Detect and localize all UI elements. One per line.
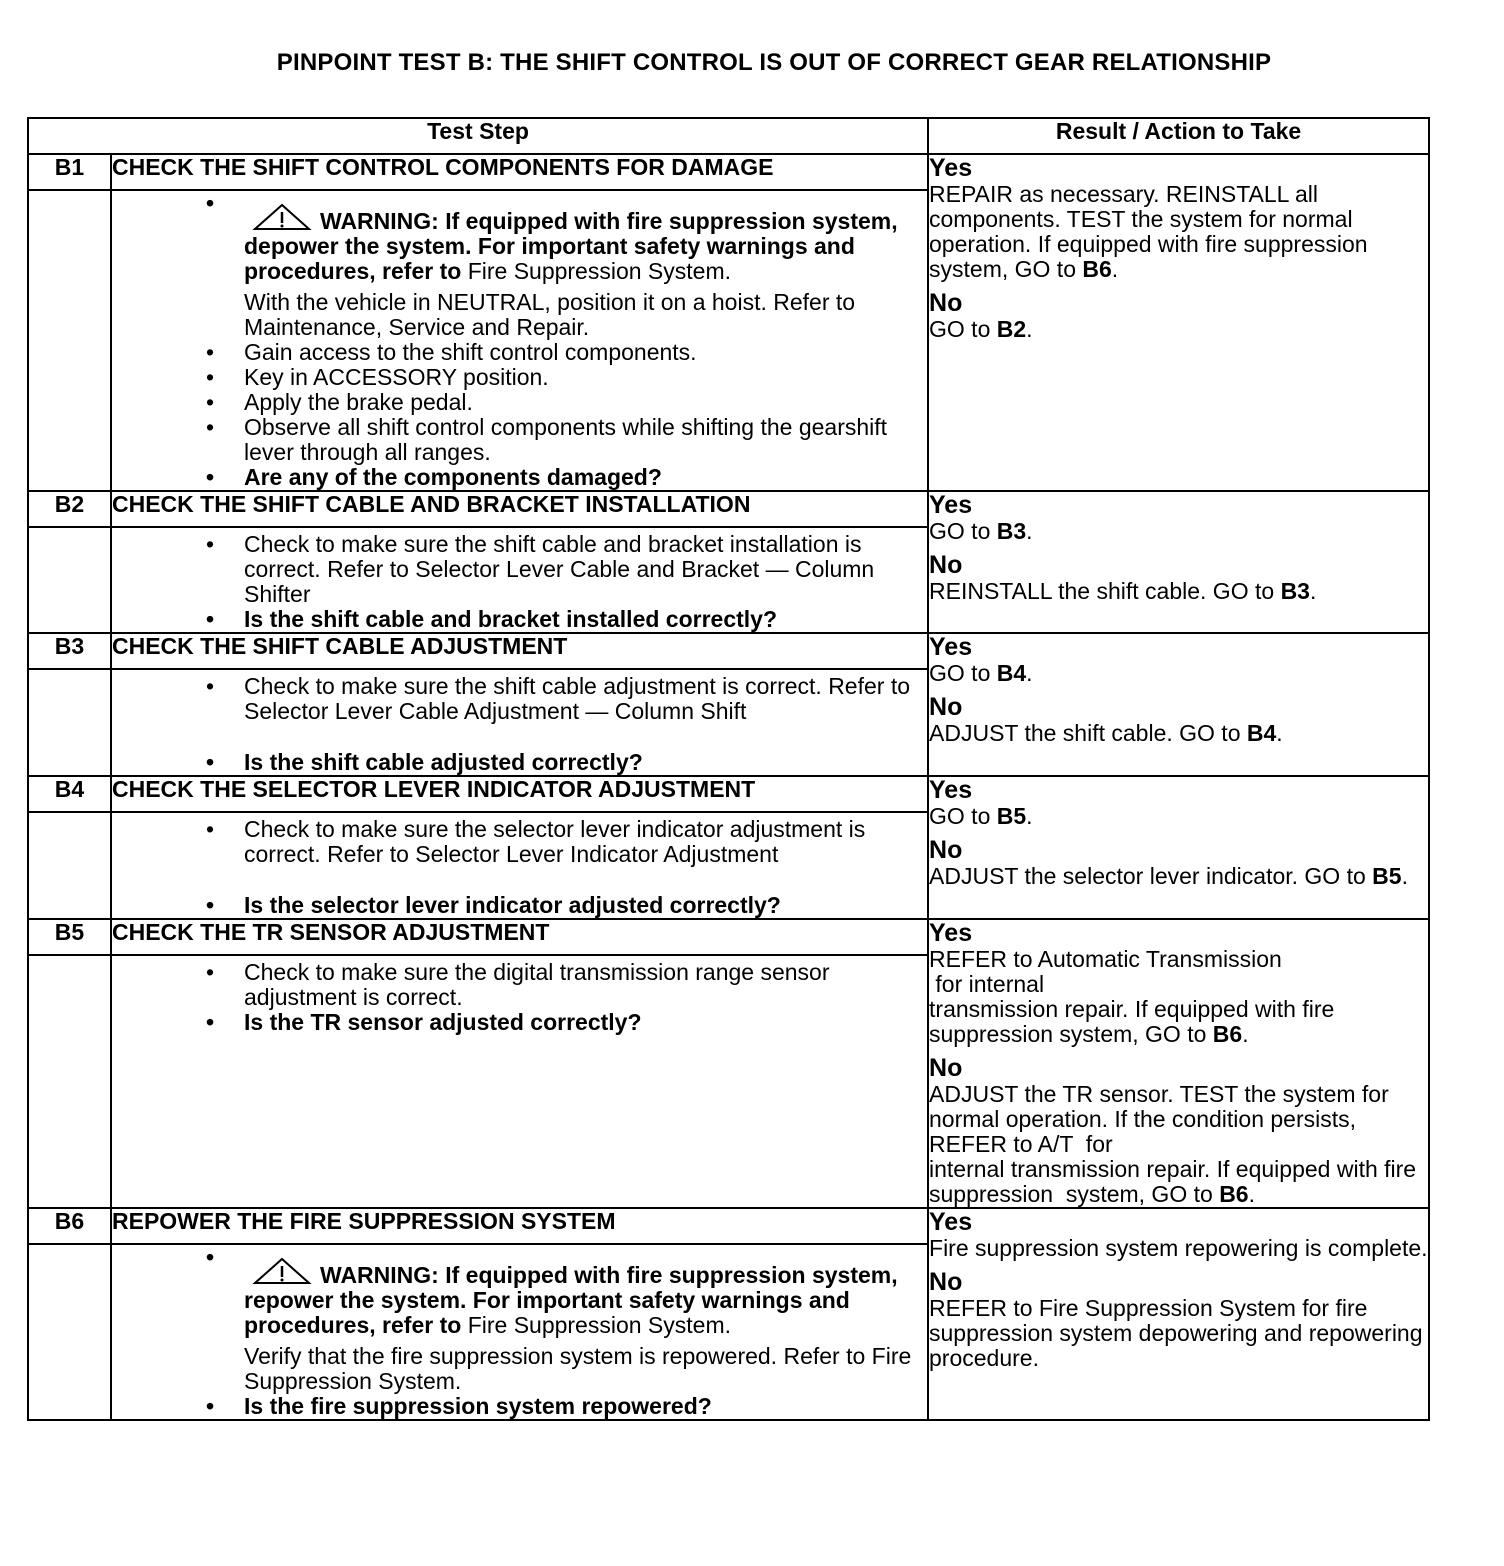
step-title: CHECK THE SHIFT CABLE AND BRACKET INSTALLATION	[111, 491, 928, 527]
warning-triangle-icon	[252, 1257, 312, 1285]
step-note: With the vehicle in NEUTRAL, position it on a hoist. Refer to Maintenance, Service and Repair.	[244, 289, 856, 340]
step-bullet: • Check to make sure the shift cable and bracket installation is correct. Refer to Selector Lever Cable and Bracket — Column Shifter	[112, 532, 927, 607]
step-b1-result	[928, 154, 1429, 491]
step-bullet: • Observe all shift control components while shifting the gearshift lever through all ranges.	[112, 415, 927, 465]
no-action: ADJUST the selector lever indicator. GO to B5.	[929, 863, 1408, 889]
step-question: • Is the TR sensor adjusted correctly?	[112, 1010, 927, 1035]
step-bullet: • Check to make sure the shift cable adjustment is correct. Refer to Selector Lever Cable Adjustment — Column Shift	[112, 674, 927, 724]
pinpoint-test-table	[27, 117, 1430, 1421]
step-b1-body	[111, 190, 928, 491]
step-b3-title-row	[28, 633, 1429, 669]
yes-label: Yes	[929, 633, 973, 661]
step-b2-body	[111, 527, 928, 633]
table-header-row	[28, 118, 1429, 154]
step-b2-title-row	[28, 491, 1429, 527]
warning-triangle-icon	[252, 203, 312, 231]
step-title: CHECK THE SELECTOR LEVER INDICATOR ADJUSTMENT	[111, 776, 928, 812]
step-title: CHECK THE TR SENSOR ADJUSTMENT	[111, 919, 928, 955]
step-b6-body	[111, 1244, 928, 1420]
step-id: B6	[28, 1208, 111, 1244]
step-question: • Is the fire suppression system repowered?	[112, 1394, 927, 1419]
step-question: • Is the shift cable and bracket installed correctly?	[112, 607, 927, 632]
yes-label: Yes	[929, 1208, 973, 1236]
step-id: B1	[28, 154, 111, 190]
no-label: No	[929, 1054, 963, 1082]
step-id: B3	[28, 633, 111, 669]
no-label: No	[929, 551, 963, 579]
step-id: B5	[28, 919, 111, 955]
yes-action: GO to B4.	[929, 660, 1033, 686]
header-test-step: Test Step	[28, 118, 928, 154]
yes-action: GO to B3.	[929, 518, 1033, 544]
no-action: ADJUST the shift cable. GO to B4.	[929, 720, 1283, 746]
step-question: • Is the selector lever indicator adjusted correctly?	[112, 893, 927, 918]
yes-label: Yes	[929, 491, 973, 519]
no-label: No	[929, 693, 963, 721]
step-b5-result	[928, 919, 1429, 1208]
yes-action: REFER to Automatic Transmission for internal transmission repair. If equipped with fire suppression system, GO to B6.	[929, 946, 1335, 1047]
step-b2-result	[928, 491, 1429, 633]
no-label: No	[929, 289, 963, 317]
step-b5-body	[111, 955, 928, 1208]
step-b5-title-row	[28, 919, 1429, 955]
step-bullet: • Apply the brake pedal.	[112, 390, 927, 415]
step-id: B4	[28, 776, 111, 812]
step-b6-result	[928, 1208, 1429, 1420]
yes-action: REPAIR as necessary. REINSTALL all components. TEST the system for normal operation. If equipped with fire suppression system, GO to B6.	[929, 181, 1368, 282]
step-b3-result	[928, 633, 1429, 776]
yes-action: Fire suppression system repowering is complete.	[929, 1235, 1428, 1261]
step-title: REPOWER THE FIRE SUPPRESSION SYSTEM	[111, 1208, 928, 1244]
step-b3-body	[111, 669, 928, 776]
step-bullet: • Gain access to the shift control components.	[112, 340, 927, 365]
step-b6-title-row	[28, 1208, 1429, 1244]
warning-bullet: • WARNING: If equipped with fire suppression system, depower the system. For important safety warnings and procedures, refer to Fire Suppression System.	[112, 191, 927, 284]
step-b4-body	[111, 812, 928, 919]
yes-label: Yes	[929, 776, 973, 804]
step-title: CHECK THE SHIFT CONTROL COMPONENTS FOR DAMAGE	[111, 154, 928, 190]
page-title: PINPOINT TEST B: THE SHIFT CONTROL IS OUT OF CORRECT GEAR RELATIONSHIP	[276, 49, 1272, 76]
step-bullet: • Check to make sure the digital transmission range sensor adjustment is correct.	[112, 960, 927, 1010]
step-b4-result	[928, 776, 1429, 919]
no-action: REFER to Fire Suppression System for fire suppression system depowering and repowering procedure.	[929, 1295, 1423, 1371]
warning-bullet: • WARNING: If equipped with fire suppression system, repower the system. For important safety warnings and procedures, refer to Fire Suppression System.	[112, 1245, 927, 1338]
yes-label: Yes	[929, 154, 973, 182]
step-b1-title-row	[28, 154, 1429, 190]
step-bullet: • Key in ACCESSORY position.	[112, 365, 927, 390]
step-note: Verify that the fire suppression system is repowered. Refer to Fire Suppression System.	[244, 1343, 912, 1394]
step-id: B2	[28, 491, 111, 527]
step-b4-title-row	[28, 776, 1429, 812]
no-label: No	[929, 1268, 963, 1296]
step-bullet: • Check to make sure the selector lever indicator adjustment is correct. Refer to Selector Lever Indicator Adjustment	[112, 817, 927, 867]
header-result: Result / Action to Take	[928, 118, 1429, 154]
step-question: • Is the shift cable adjusted correctly?	[112, 750, 927, 775]
no-action: REINSTALL the shift cable. GO to B3.	[929, 578, 1317, 604]
yes-action: GO to B5.	[929, 803, 1033, 829]
step-title: CHECK THE SHIFT CABLE ADJUSTMENT	[111, 633, 928, 669]
no-action: ADJUST the TR sensor. TEST the system for normal operation. If the condition persists, REFER to A/T for internal transmission repair. If equipped with fire suppression system, GO to B6.	[929, 1081, 1423, 1207]
yes-label: Yes	[929, 919, 973, 947]
step-question: • Are any of the components damaged?	[112, 465, 927, 490]
no-action: GO to B2.	[929, 316, 1033, 342]
no-label: No	[929, 836, 963, 864]
